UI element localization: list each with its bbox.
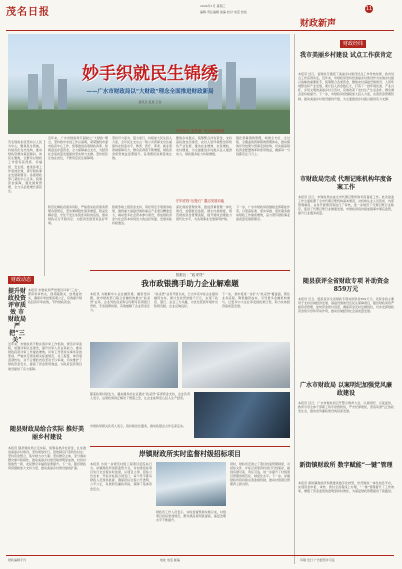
left-article-1-title: 提升财政投资评审质效 市财政局严把“三关” bbox=[8, 288, 27, 344]
middle-feature-title: 我市政银携手助力企业解难题 bbox=[141, 279, 239, 288]
footer-left: 财政编辑专刊 bbox=[8, 558, 27, 562]
right-article-2-body: 本报讯 近日，市财政局完成全市代理记账机构年度备案工作。此次备案工作全面梳理了全市代理记账机构基本情况，对机构从业人员资质、内部管理制度、业务开展情况等进行了审核，进一步规范了代理记账行业秩序，促进了代理记账行业健康发展。市财政局将持续加强事中事后监管，提升行业服务质量。 bbox=[298, 195, 394, 216]
right-article-1-body: 本报讯 近日，省财政厅通报了美丽乡村建设试点工作考核结果，我市试点工作获得肯定。近年来，市财政局坚持把美丽乡村建设作为实施乡村振兴战略的重要抓手，统筹整合各类资金，聚焦农村基础设施建设、人居环境整治和产业发展，累计投入资金数亿元，打造了一批环境优美、产业兴旺、乡风文明的美丽乡村示范村，有效改善了农村生产生活条件，群众满意度持续提升。下一步，市财政局将继续加大投入力度，完善资金管理机制，推动美丽乡村建设提档升级，为全面推进乡村振兴提供有力支撑。 bbox=[298, 72, 394, 101]
editor-credits: 编辑 责任编辑 美编 校对 电话 热线 bbox=[200, 10, 247, 14]
bottom-col-3: 同时，财政所还建立了项目档案管理制度，对招标文件、评标记录等资料进行归档保存，做到有据可查、责任可追，进一步提升了村级项目管理的规范化、制度化水平。下一步，岸镇财政所将持续完善监督机制，推动村级项目管理再上新台阶。 bbox=[230, 462, 290, 487]
column-divider bbox=[44, 140, 45, 276]
bottom-photo bbox=[156, 462, 226, 506]
left-article-1-body-b: 近年来，市财政局不断完善评审工作机制，规范评审流程，加强评审队伍建设，提升评审人员业务能力，推动财政投资评审工作提质增效。评审工作坚持实事求是的原则，严格执行国家相关标准规范，对工程量、单价等逐项核实，对不合理的内容坚决予以审减，切实维护了财政资金安全，提高了资金使用效益，为政府投资项目建设提供了有力保障。 bbox=[8, 342, 82, 371]
middle-col-1: 本报讯 为破解中小企业融资难、融资贵问题，我市财政部门联合金融机构推出“政采贷”业务，企业凭政府采购合同即可获得银行贷款，无需抵押担保，有效缓解了企业资金压力。 bbox=[90, 292, 150, 313]
right-article-3-body: 本报讯 近日，随县获评全省财政专项补助资金859万元。该资金将主要用于支持县域经济发展、基础设施建设及民生保障项目，随县财政局将严格资金管理，加快资金拨付进度，确保资金及时足额到位，切实发挥财政资金的引导和带动作用，推动县域经济社会高质量发展。 bbox=[298, 297, 394, 314]
masthead-logo: 茂名日报 bbox=[6, 7, 50, 18]
right-article-5-title: 新街镇财政所 数字赋能“一键”管理 bbox=[299, 462, 393, 469]
middle-col-3: 下一步，我市将进一步扩大“政采贷”覆盖面，简化业务流程，降低融资成本，引导更多金融机构参与，让更多中小企业享受到政策红利，助力实体经济高质量发展。 bbox=[222, 292, 290, 309]
footer-mid: 地址 电话 邮编 bbox=[160, 558, 180, 562]
right-article-3-title: 随县获评全省财政专项 补助资金859万元 bbox=[302, 278, 390, 293]
middle-col-4: 随着政策持续发力，越来越多的企业通过“政采贷”获得资金支持，企业负责人表示，这项政策真正解决了燃眉之急，让企业能够安心投入生产经营。 bbox=[90, 392, 190, 401]
hero-col-3: 聚焦乡村振兴，统筹整合涉农资金，支持高标准农田建设、农村人居环境整治和特色产业发展，推动农业增效、农民增收、农村增美，为全面推进乡村振兴注入强劲动力，财政服务能力持续增强。 bbox=[176, 136, 232, 157]
hero-photo bbox=[8, 34, 290, 134]
middle-photo-1 bbox=[90, 342, 178, 388]
hero-col-5: 防范化解政府债务风险，严格落实政府债务管理各项规定，坚决遏制隐性债务增量，稳妥化解存量，守住不发生系统性风险的底线，推动财政运行平稳有序，为经济发展营造良好环境。 bbox=[48, 205, 108, 226]
left-article-2-body: 本报讯 随县财政局立足实际，统筹各类涉农资金，扎实推进美丽乡村建设。坚持规划先行，因地制宜打造特色村庄；坚持资金整合，集中财力办大事；坚持群众主体，充分调动群众参与积极性，推动美丽乡村建设取得明显成效，村容村貌焕然一新，农民群众幸福感显著提升。下一步，随县财政局将继续加大支持力度，推动美丽乡村建设提质扩面。 bbox=[8, 446, 86, 471]
hero-col-4: 强化预算绩效管理，构建全方位、全过程、全覆盖的预算绩效管理体系，推动绩效评价结果与预算安排挂钩，切实提高财政资金配置效率和使用效益，确保每一分钱都花在刀刃上。 bbox=[236, 136, 290, 157]
bottom-col-2: 财政所工作人员表示，实时监督机制实施以来，村级项目招标更加规范，群众满意度明显提高，基层治理水平不断提升。 bbox=[156, 510, 226, 523]
tag-finance-weft: 财政经纬 bbox=[340, 40, 366, 48]
hero-col-8: 下一步，广水市财政局将继续发挥职能作用，以更高标准、更实举措、更优服务推动财政工作提质增效，奋力谱写财政事业高质量发展新篇章。 bbox=[236, 205, 290, 222]
middle-photo-2 bbox=[182, 342, 290, 388]
subhead-bar-1: 写好民生“必答卷” 夯实发展基础 bbox=[175, 129, 225, 133]
tag-finance-news: 财政动态 bbox=[8, 276, 34, 284]
hero-col-1: 近年来，广水市财政局牢固树立“大财政”理念，坚持稳中求进工作总基调，紧紧围绕市委市政府中心工作，统筹推进各项财政改革，积极盘活存量资金，全力保障重点支出，为经济社会高质量发展提供坚实财力支撑。坚持把民生放在首位，不断织密民生保障网。 bbox=[48, 136, 108, 161]
page-number: 11 bbox=[365, 6, 373, 12]
footer-rule bbox=[6, 555, 394, 556]
bottom-col-1: 本报讯 为进一步规范村级工程项目招投标行为，岸镇财政所创新监管方式，对村级招标项目实行全过程实时监督，从项目立项、招标公告发布、开标评标到合同签订，每个环节都有财政人员现场监督，确保招标过程公开透明、公平公正，有效防范廉政风险，保障了集体资金安全。 bbox=[90, 462, 152, 491]
right-article-2-title: 市财政局完成 代理记账机构年度备案工作 bbox=[299, 176, 393, 191]
hero-byline: 通讯员 报道 记者 bbox=[138, 100, 162, 104]
right-article-4-title: 广水市财政局 以案明纪加强党风廉政建设 bbox=[299, 382, 393, 397]
right-article-1-title: 我市美丽乡村建设 试点工作获肯定 bbox=[299, 52, 393, 59]
right-column-divider bbox=[294, 34, 295, 564]
middle-col-2: “政采贷”业务开展以来，已为多家中标企业提供融资支持，累计发放贷款数千万元，实现了政府、银行、企业三方共赢，为优化营商环境作出积极贡献，企业反响良好。 bbox=[154, 292, 218, 309]
subhead-bar-2: 守牢底线“压舱石” 激活发展动能 bbox=[175, 199, 225, 203]
hero-col-6: 积极争取上级资金支持，用好用足专项债券政策，围绕重大基础设施和重点产业项目精准发力，撬动更多社会资本参与建设，形成财政资金与社会资本协同发力的良好局面，发展动能持续激活。 bbox=[112, 205, 172, 226]
left-intro-text: 茂名财政系统坚持以人民为中心，聚焦民生领域，持续优化支出结构，推动财政资源向基层倾斜，向民生聚焦，让群众对财政工作更有获得感、幸福感、安全感，推进各项工作落地见效，谱写财政事业发展新篇章。各级财政部门紧扣中心任务，统筹资金保障，强化绩效管理，全力以赴稳增长保民生。 bbox=[8, 140, 42, 194]
middle-feature-kicker: 曾都区：“政采贷” bbox=[175, 273, 205, 277]
middle-feature-rule bbox=[90, 270, 290, 271]
date-line: 2024年1月 星期三 bbox=[200, 4, 226, 8]
hero-col-2: 坚持尽力而为、量力而行，持续加大民生投入力度，全年民生支出占一般公共预算支出比重保持在较高水平，教育、医疗、养老、就业等领域保障有力，群众获得感不断增强，财政资金使用效益显著提升，各项惠民政策落地生效。 bbox=[112, 136, 172, 161]
right-article-5-body: 本报讯 新街镇财政所积极推进数字化转型，依托财政一体化信息平台，实现资金申报、审核、拨付全流程线上办理，“一键”管理提升了工作效率，增强了资金监管的透明度和时效性，为基层财政管理提供了新路径。 bbox=[298, 481, 394, 494]
left-article-2-title: 随县财政局给合实际 推好美丽乡村建设 bbox=[9, 426, 85, 441]
bottom-feature-rule bbox=[90, 446, 290, 447]
left-article-1-body-a: 本报讯 市财政局严把项目评审“三关”，即资料审核关、现场踏勘关、结果复核关，确保评审结果客观公正，有效提升财政投资评审质效，节约财政资金。 bbox=[28, 288, 82, 305]
masthead-rule bbox=[6, 30, 394, 31]
right-article-4-body: 本报讯 近日，广水市财政局召开警示教育大会，以案明纪、以案促改，教育引导全体干部职工筑牢思想防线，严守纪律规矩，营造风清气正的政治生态，推动党风廉政建设向纵深发展。 bbox=[298, 401, 394, 414]
footer-right: 印刷 发行 广告经营许可证 bbox=[300, 558, 335, 562]
middle-photo-3 bbox=[194, 392, 290, 438]
hero-col-7: 深化财政管理改革，推进预算管理一体化建设，加强财会监督，健全内控制度，规范财政资金管理流程，提升财政治理能力现代化水平，为各项事业发展保驾护航。 bbox=[176, 205, 232, 222]
cityscape-illustration bbox=[8, 34, 290, 134]
bottom-feature-title: 岸镇财政所实时监督村级招标项目 bbox=[139, 450, 241, 458]
hero-headline: 妙手织就民生锦绣 bbox=[82, 64, 218, 84]
middle-col-5: 市财政局相关负责人表示，将持续优化服务，推动政银企合作走深走实。 bbox=[90, 424, 187, 428]
hero-subheadline: ——广水市财政局以“大财政”理念全面推进财政新局 bbox=[86, 89, 214, 95]
section-title: 财政新声 bbox=[300, 19, 337, 29]
